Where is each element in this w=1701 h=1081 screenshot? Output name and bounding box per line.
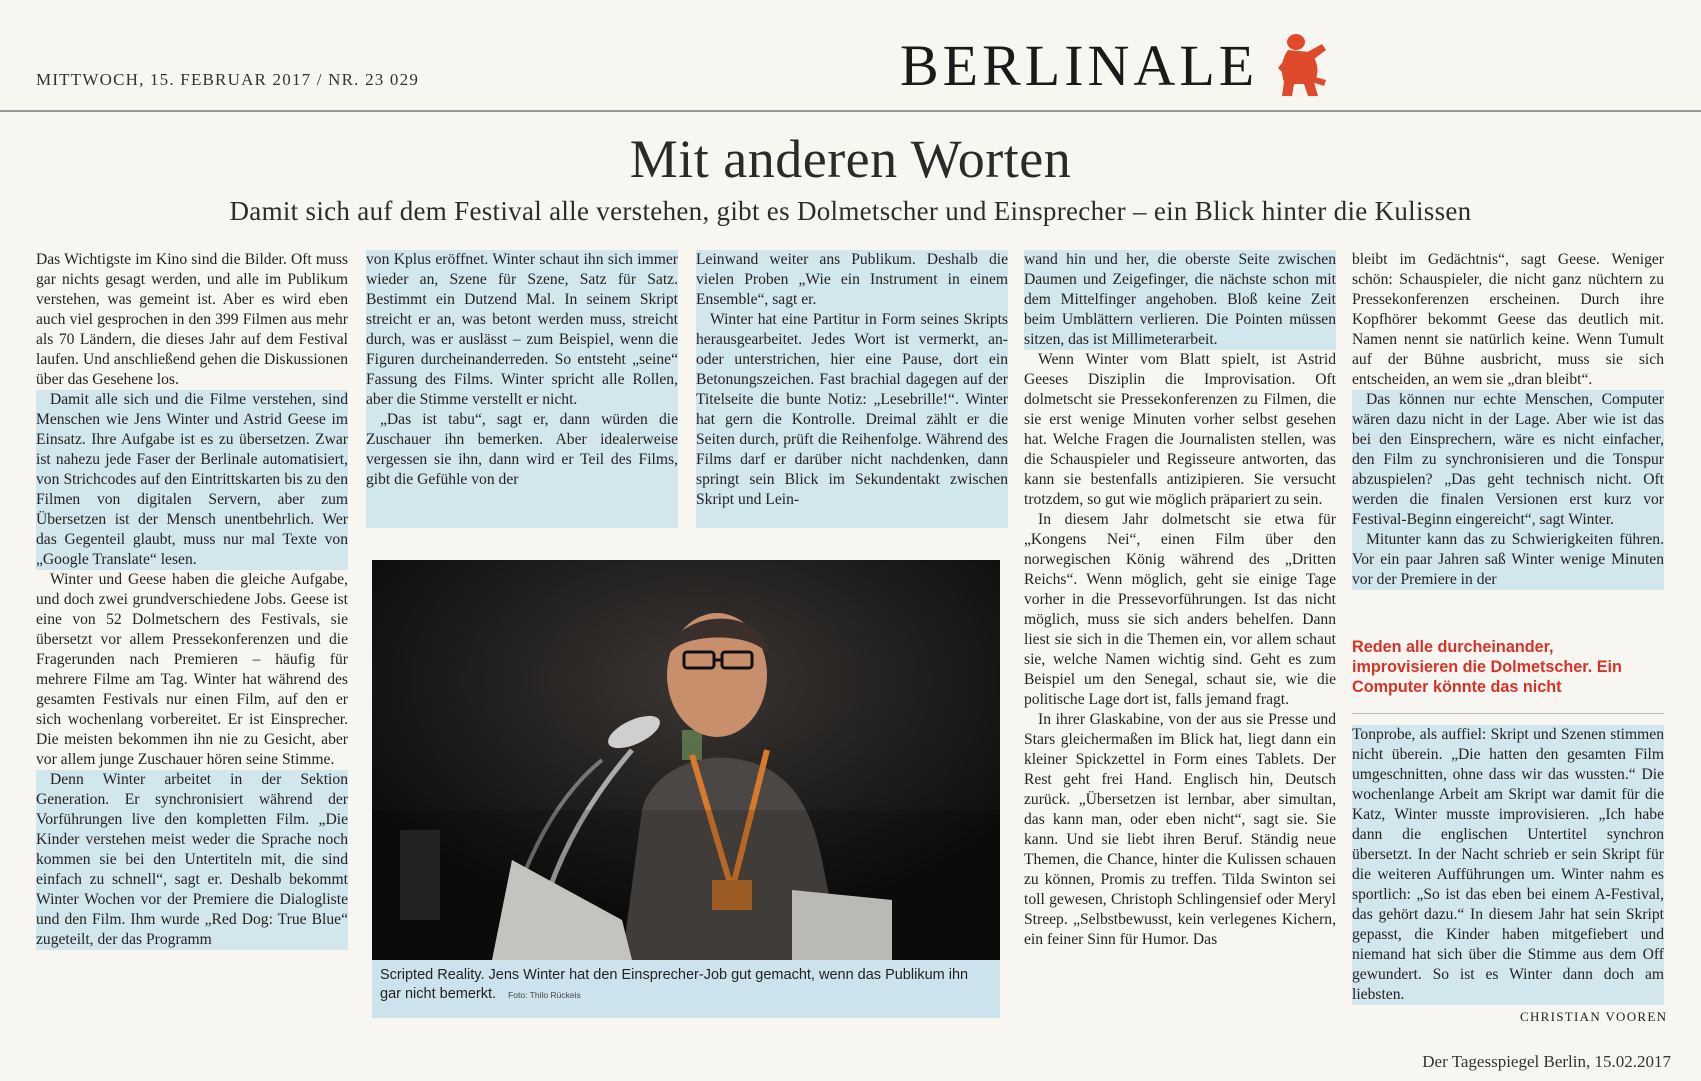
paragraph: Mitunter kann das zu Schwierigkeiten führen. Vor ein paar Jahren saß Winter wenige Minuten vor der Premiere in der xyxy=(1352,531,1664,588)
article-column-4 xyxy=(1024,250,1336,950)
paragraph: wand hin und her, die oberste Seite zwischen Daumen und Zeigefinger, die nächste schon mit dem Mittelfinger angehoben. Bloß keine Zeit beim Umblättern verlieren. Die Pointen müssen sitzen, das ist Millimeterarbeit. xyxy=(1024,251,1336,348)
photo-credit: Foto: Thilo Rückeis xyxy=(508,990,581,1000)
paragraph: Tonprobe, als auffiel: Skript und Szenen stimmen nicht überein. „Die hatten den gesamten Film umgeschnitten, ohne dass wir das wussten.“ Die wochenlange Arbeit am Skript war damit für die Katz, Winter musste improvisieren. „Ich habe dann die englischen Untertitel synchron übersetzt. In der Nacht schrieb er sein Skript für die weiteren Aufführungen um. Winter nahm es sportlich: „So ist das eben bei einem A-Festival, das gehört dazu.“ In diesem Jahr hat sein Skript gepasst, die Kinder haben mitgefiebert und niemand hat sich über die Stimme aus dem Off gewundert. So ist es Winter dann doch am liebsten. xyxy=(1352,726,1664,1003)
paragraph: „Das ist tabu“, sagt er, dann würden die Zuschauer ihn bemerken. Aber idealerweise vergessen sie ihn, dann wird er Teil des Films, gibt die Gefühle von der xyxy=(366,411,678,488)
section-title: BERLINALE xyxy=(900,32,1259,98)
paragraph: Das Wichtigste im Kino sind die Bilder. Oft muss gar nichts gesagt werden, und alle im Publikum verstehen, was gemeint ist. Aber es wird eben auch viel gesprochen in den 399 Filmen aus mehr als 70 Ländern, die dieses Jahr auf dem Festival laufen. Und anschließend gehen die Diskussionen über das Gesehene los. xyxy=(36,251,348,388)
article-headline: Mit anderen Worten xyxy=(629,129,1072,189)
paragraph: In ihrer Glaskabine, von der aus sie Presse und Stars gleichermaßen im Blick hat, liegt dann ein kleiner Spickzettel in Form eines Tablets. Der Rest geht frei Hand. Englisch hin, Deutsch zurück. „Übersetzen ist lernbar, aber simultan, das kann man, oder eben nicht“, sagt sie. Sie kann. Und sie liebt ihren Beruf. Ständig neue Themen, die Chance, hinter die Kulissen schauen zu können, Promis zu treffen. Tilda Swinton sei toll gewesen, Christoph Schlingensief oder Meryl Streep. „Selbstbewusst, kein verlegenes Kichern, ein feiner Sinn für Humor. Das xyxy=(1024,711,1336,948)
photo-caption xyxy=(372,960,1000,1018)
pull-quote: Reden alle durcheinander, improvisieren die Dolmetscher. Ein Computer könnte das nicht xyxy=(1352,638,1622,696)
paragraph: Denn Winter arbeitet in der Sektion Generation. Er synchronisiert während der Vorführungen live den kompletten Film. „Die Kinder verstehen meist weder die Sprache noch kommen sie bei den Untertiteln mit, die sind einfach zu schnell“, sagt er. Deshalb bekommt Winter Wochen vor der Premiere die Dialogliste und den Film. Ihm wurde „Red Dog: True Blue“ zugeteilt, der das Programm xyxy=(36,771,348,948)
dateline: MITTWOCH, 15. FEBRUAR 2017 / NR. 23 029 xyxy=(36,70,420,89)
photo-illustration xyxy=(372,560,1000,960)
berlin-bear-icon xyxy=(1274,30,1332,100)
paragraph: Das können nur echte Menschen, Computer wären dazu nicht in der Lage. Aber wie ist das bei den Einsprechern, wäre es nicht einfacher, den Film zu synchronisieren und die Tonspur abzuspielen? „Das geht technisch nicht. Oft werden die finalen Versionen erst kurz vor Festival-Beginn eingereicht“, sagt Winter. xyxy=(1352,391,1664,528)
section-header xyxy=(900,30,1332,100)
article-column-1 xyxy=(36,250,348,950)
article-photo xyxy=(372,560,1000,960)
paragraph: Damit alle sich und die Filme verstehen, sind Menschen wie Jens Winter und Astrid Geese im Einsatz. Ihre Aufgabe ist es zu übersetzen. Zwar ist nahezu jede Faser der Berlinale automatisiert, von Strichcodes auf den Eintrittskarten bis zu den Filmen von digitalen Servern, aber zum Übersetzen ist der Mensch unentbehrlich. Wer das Gegenteil glaubt, muss nur mal Texte von „Google Translate“ lesen. xyxy=(36,391,348,568)
photo-caption-text: Scripted Reality. Jens Winter hat den Einsprecher-Job gut gemacht, wenn das Publikum ihn gar nicht bemerkt. xyxy=(380,967,969,1002)
paragraph: Winter und Geese haben die gleiche Aufgabe, und doch zwei grundverschiedene Jobs. Geese ist eine von 52 Dolmetschern des Festivals, sie übersetzt vor allem Pressekonferenzen und die Fragerunden nach Premieren – häufig für mehrere Filme am Tag. Winter hat während des gesamten Festivals nur einen Film, auf den er sich wochenlang vorbereitet. Er ist Einsprecher. Die meisten bekommen ihn nie zu Gesicht, aber vor allem junge Zuschauer hören seine Stimme. xyxy=(36,571,348,768)
article-column-2 xyxy=(366,250,678,528)
paragraph: Wenn Winter vom Blatt spielt, ist Astrid Geeses Disziplin die Improvisation. Oft dolmetscht sie Pressekonferenzen zu Filmen, die sie erst wenige Minuten vorher selbst gesehen hat. Welche Fragen die Journalisten stellen, was die Schauspieler und Regisseure antworten, das kann sie bestenfalls antizipieren. Sie versucht trotzdem, so gut wie möglich präpariert zu sein. xyxy=(1024,351,1336,508)
source-line: Der Tagesspiegel Berlin, 15.02.2017 xyxy=(1422,1052,1671,1071)
pull-quote-rule xyxy=(1352,713,1664,714)
article-subheadline: Damit sich auf dem Festival alle verstehen, gibt es Dolmetscher und Einsprecher – ein Blick hinter die Kulissen xyxy=(229,196,1472,226)
paragraph: In diesem Jahr dolmetscht sie etwa für „Kongens Nei“, einen Film über den norwegischen König während des „Dritten Reichs“. Wenn möglich, geht sie einige Tage vorher in die Pressevorführungen. Ist das nicht möglich, muss sie sich anders behelfen. Dann liest sie sich in die Themen ein, vor allem schaut sie, welche Namen wichtig sind. Geht es zum Beispiel um den Senegal, schaut sie, wie die politische Lage dort ist, falls jemand fragt. xyxy=(1024,511,1336,708)
paragraph: bleibt im Gedächtnis“, sagt Geese. Weniger schön: Schauspieler, die nicht ganz nüchtern zu Pressekonferenzen erscheinen. Durch ihre Kopfhörer bekommt Geese das deutlich mit. Namen nennt sie natürlich keine. Wenn Tumult auf der Bühne ausbricht, muss sie sich entscheiden, an wem sie „dran bleibt“. xyxy=(1352,251,1664,388)
header-rule xyxy=(0,110,1701,112)
paragraph: Winter hat eine Partitur in Form seines Skripts herausgearbeitet. Jedes Wort ist vermerkt, an- oder unterstrichen, hier eine Pause, dort ein Betonungszeichen. Fast brachial dagegen auf der Titelseite die bunte Notiz: „Lesebrille!“. Winter hat gern die Kontrolle. Dreimal zählt er die Seiten durch, prüft die Reihenfolge. Während des Films darf er darüber nicht nachdenken, dann springt sein Blick im Sekundentakt zwischen Skript und Lein- xyxy=(696,311,1008,508)
paragraph: Leinwand weiter ans Publikum. Deshalb die vielen Proben „Wie ein Instrument in einem Ensemble“, sagt er. xyxy=(696,251,1008,308)
paragraph: von Kplus eröffnet. Winter schaut ihn sich immer wieder an, Szene für Szene, Satz für Satz. Bestimmt ein Dutzend Mal. In seinem Skript streicht er an, was betont werden muss, streicht durch, was er auslässt – zum Beispiel, wenn die Figuren durcheinanderreden. So entsteht „seine“ Fassung des Films. Winter spricht alle Rollen, aber die Stimme verstellt er nicht. xyxy=(366,251,678,408)
article-column-5-continued xyxy=(1352,725,1664,1005)
author-byline: CHRISTIAN VOOREN xyxy=(1520,1009,1668,1024)
article-column-5 xyxy=(1352,250,1664,590)
article-column-3 xyxy=(696,250,1008,528)
